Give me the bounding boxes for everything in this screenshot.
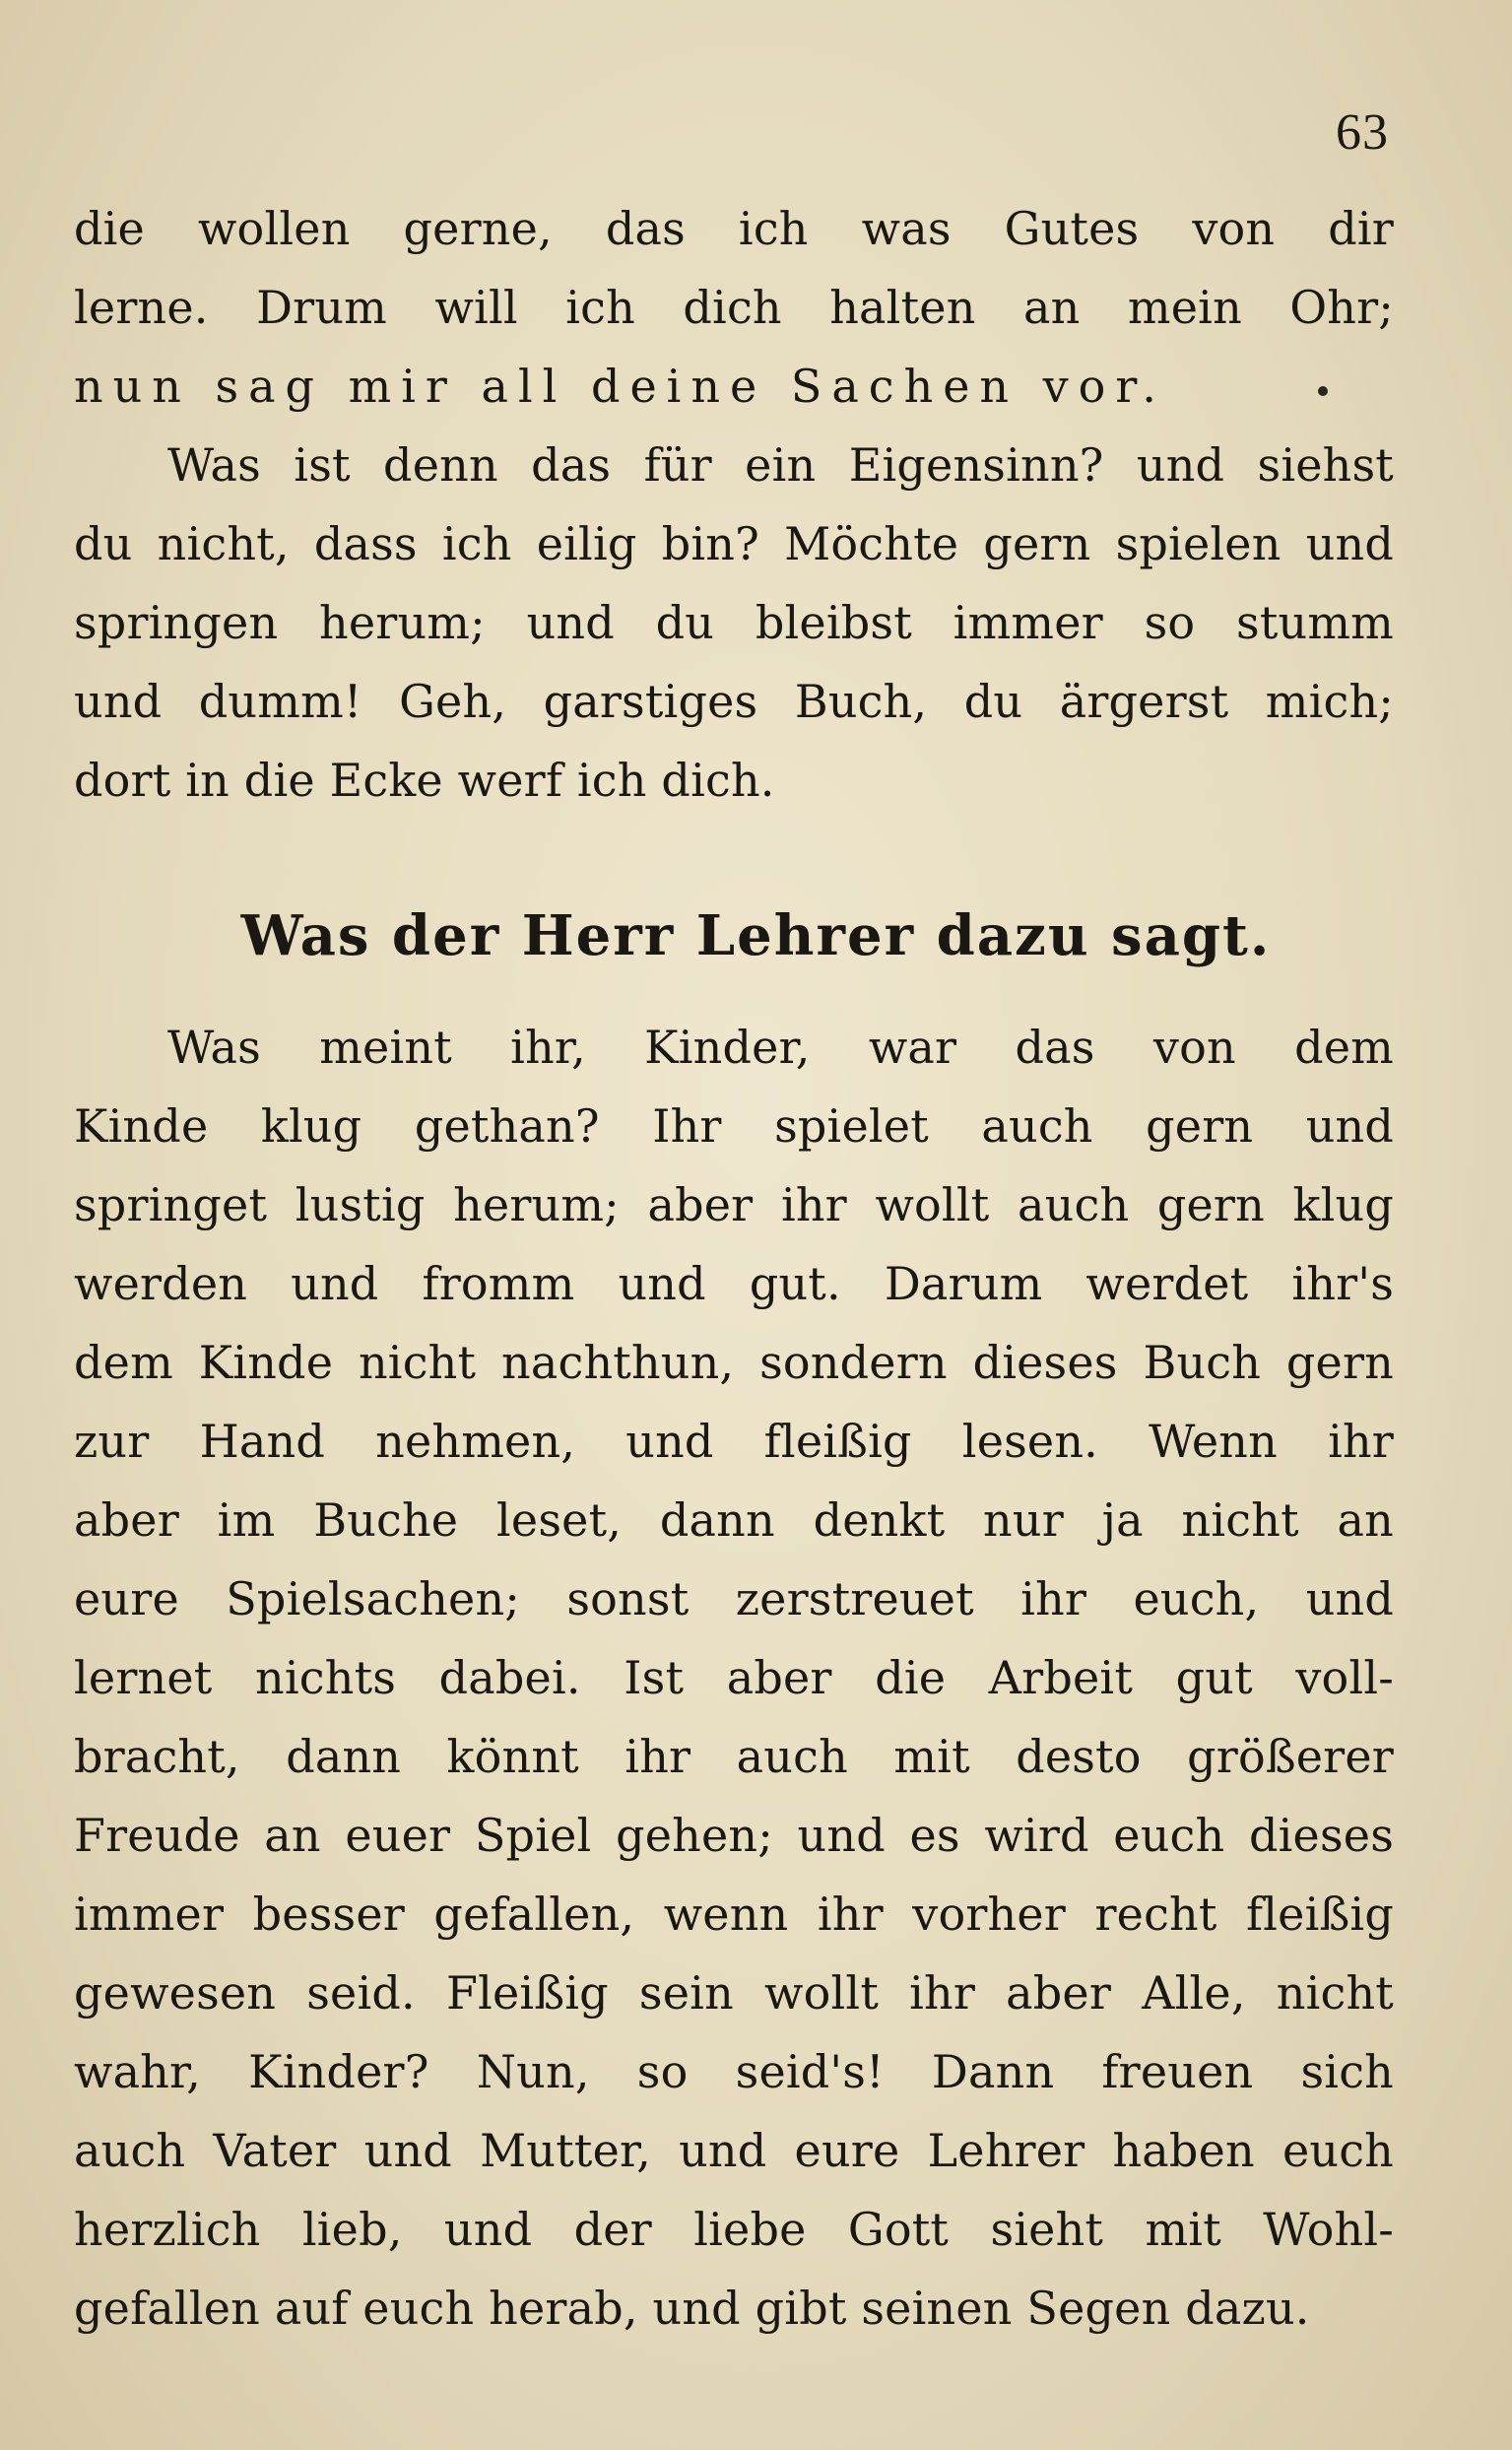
text-line: Kinde klug gethan? Ihr spielet auch gern und xyxy=(74,1099,1394,1153)
text-line: du nicht, dass ich eilig bin? Möchte gern spielen und xyxy=(74,517,1394,570)
body-text-bottom xyxy=(74,1008,1394,2348)
text-line: werden und fromm und gut. Darum werdet ihr's xyxy=(74,1257,1394,1310)
text-line: immer besser gefallen, wenn ihr vorher recht fleißig xyxy=(74,1887,1394,1941)
stray-dot xyxy=(1318,386,1328,396)
text-line: springet lustig herum; aber ihr wollt auch gern klug xyxy=(74,1178,1394,1231)
body-text-top xyxy=(74,189,1394,820)
text-line: Was meint ihr, Kinder, war das von dem xyxy=(167,1021,1394,1074)
text-line: gewesen seid. Fleißig sein wollt ihr aber Alle, nicht xyxy=(74,1966,1394,2020)
section-heading: Was der Herr Lehrer dazu sagt. xyxy=(240,903,1272,968)
text-line: dem Kinde nicht nachthun, sondern dieses Buch gern xyxy=(74,1336,1394,1389)
text-line: gefallen auf euch herab, und gibt seinen Segen dazu. xyxy=(74,2282,1310,2335)
text-line: eure Spielsachen; sonst zerstreuet ihr euch, und xyxy=(74,1572,1394,1625)
text-line: nun sag mir all deine Sachen vor. xyxy=(74,360,1166,413)
text-line: springen herum; und du bleibst immer so stumm xyxy=(74,596,1394,649)
text-line: aber im Buche leset, dann denkt nur ja nicht an xyxy=(74,1493,1394,1547)
text-line: und dumm! Geh, garstiges Buch, du ärgerst mich; xyxy=(74,675,1394,728)
text-line: Was ist denn das für ein Eigensinn? und siehst xyxy=(167,438,1394,492)
text-line: zur Hand nehmen, und fleißig lesen. Wenn ihr xyxy=(74,1415,1394,1468)
page-number: 63 xyxy=(1336,104,1389,161)
text-line: Freude an euer Spiel gehen; und es wird euch dieses xyxy=(74,1809,1394,1862)
text-line: die wollen gerne, das ich was Gutes von dir xyxy=(74,202,1394,255)
text-line: bracht, dann könnt ihr auch mit desto größerer xyxy=(74,1730,1394,1783)
text-line: lerne. Drum will ich dich halten an mein Ohr; xyxy=(74,281,1394,334)
text-line: lernet nichts dabei. Ist aber die Arbeit gut voll- xyxy=(74,1651,1394,1704)
text-line: herzlich lieb, und der liebe Gott sieht mit Wohl- xyxy=(74,2203,1394,2256)
text-line: wahr, Kinder? Nun, so seid's! Dann freuen sich xyxy=(74,2045,1394,2098)
text-line: auch Vater und Mutter, und eure Lehrer haben euch xyxy=(74,2124,1394,2177)
text-line: dort in die Ecke werf ich dich. xyxy=(74,754,775,807)
